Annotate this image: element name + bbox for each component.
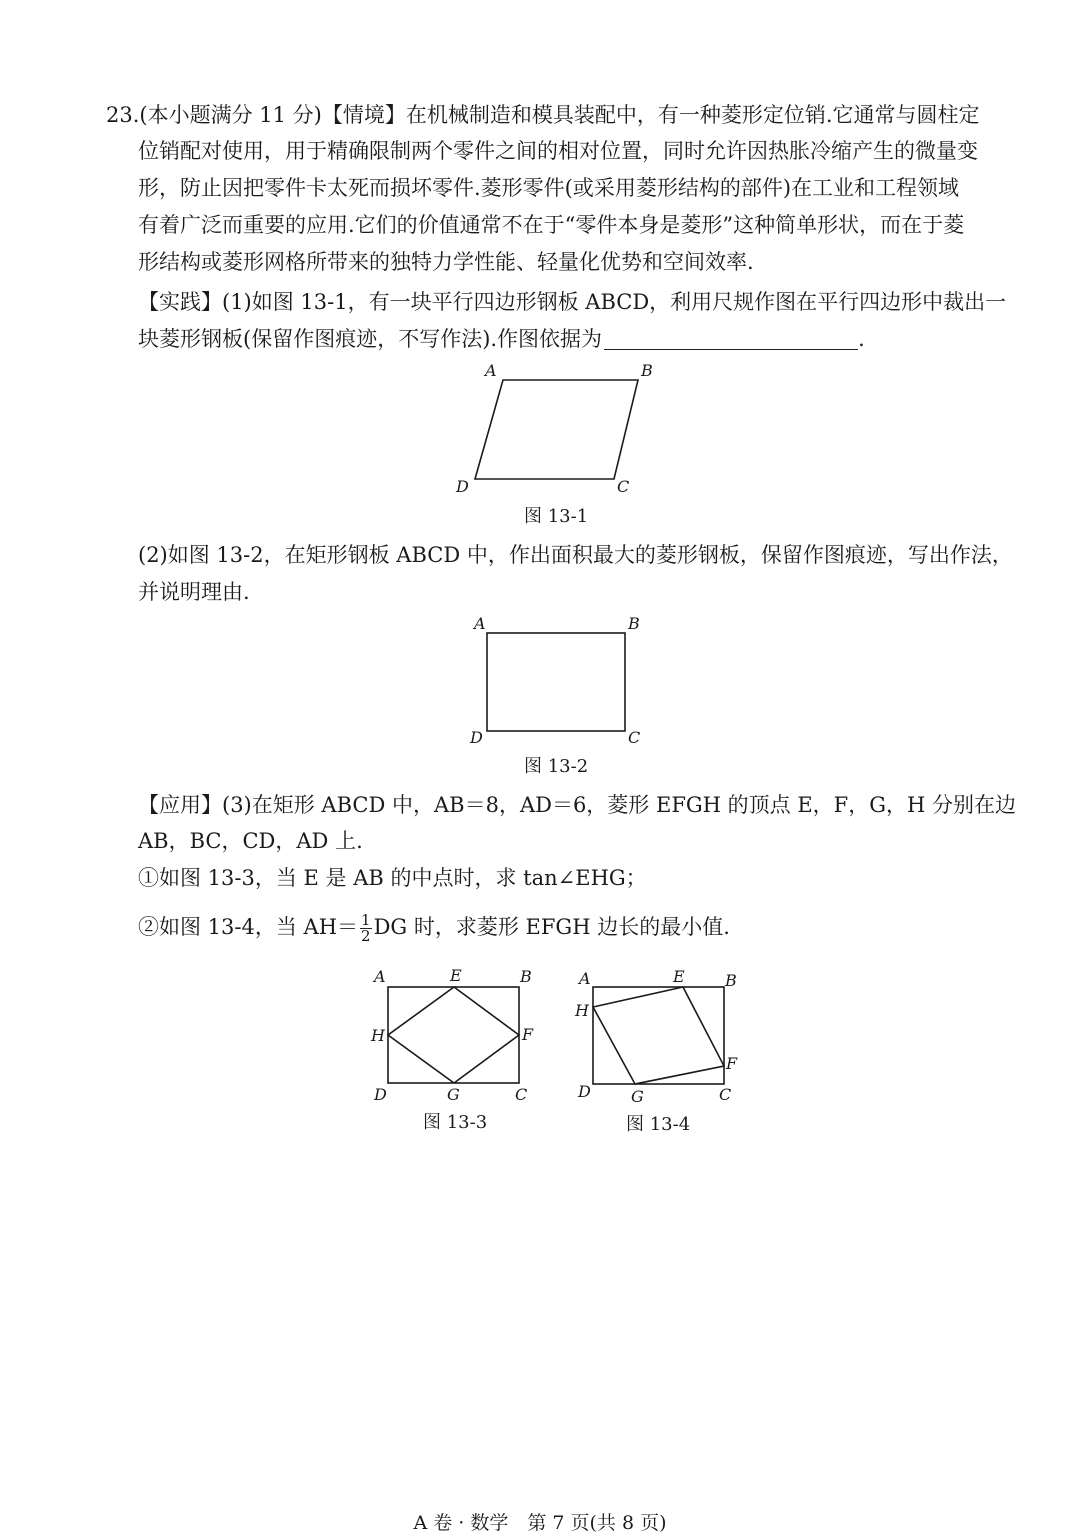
label-d: D — [578, 1082, 591, 1101]
label-c: C — [617, 477, 630, 496]
label-d: D — [374, 1085, 387, 1104]
rhombus-efgh — [388, 987, 519, 1083]
label-b: B — [628, 614, 640, 633]
label-b: B — [641, 361, 653, 380]
label-c: C — [628, 728, 641, 747]
application-line-1: 【应用】(3)在矩形 ABCD 中，AB＝8，AD＝6，菱形 EFGH 的顶点 E，F，G，H 分别在边 — [138, 793, 1016, 817]
fraction-numerator: 1 — [361, 911, 371, 929]
rectangle-abcd — [388, 987, 519, 1083]
label-c: C — [515, 1085, 528, 1104]
label-a: A — [485, 361, 497, 380]
label-b: B — [520, 967, 532, 986]
label-e: E — [450, 966, 462, 985]
label-f: F — [726, 1054, 738, 1073]
caption-13-1: 图 13-1 — [524, 506, 589, 527]
practice-2-line-1: (2)如图 13-2，在矩形钢板 ABCD 中，作出面积最大的菱形钢板，保留作图痕迹，写出作法， — [138, 543, 1013, 567]
practice-1-text: 块菱形钢板(保留作图痕迹，不写作法).作图依据为 — [138, 327, 603, 351]
label-h: H — [371, 1026, 385, 1045]
fraction-one-half — [360, 913, 372, 944]
label-e: E — [673, 967, 685, 986]
caption-13-3: 图 13-3 — [423, 1112, 488, 1133]
caption-13-4: 图 13-4 — [626, 1114, 691, 1135]
caption-13-2: 图 13-2 — [524, 756, 589, 777]
label-d: D — [470, 728, 483, 747]
practice-1-end: . — [858, 327, 865, 351]
figure-13-4 — [568, 962, 748, 1107]
figure-13-1 — [445, 358, 665, 498]
label-d: D — [456, 477, 469, 496]
answer-blank — [604, 327, 858, 350]
sub-2-text-b: DG 时，求菱形 EFGH 边长的最小值. — [373, 915, 730, 939]
label-f: F — [522, 1025, 534, 1044]
label-g: G — [447, 1085, 460, 1104]
problem-intro-line-5: 形结构或菱形网格所带来的独特力学性能、轻量化优势和空间效率. — [138, 250, 754, 274]
rectangle-abcd — [487, 633, 625, 731]
page-footer: A 卷 · 数学 第 7 页(共 8 页) — [413, 1512, 667, 1534]
figure-13-2 — [460, 612, 650, 752]
practice-2-line-2: 并说明理由. — [138, 580, 250, 604]
problem-intro-line-3: 形，防止因把零件卡太死而损坏零件.菱形零件(或采用菱形结构的部件)在工业和工程领域 — [138, 176, 960, 200]
parallelogram-abcd — [475, 380, 638, 479]
label-b: B — [725, 971, 737, 990]
label-a: A — [579, 969, 591, 988]
fraction-denominator: 2 — [361, 927, 371, 945]
label-a: A — [474, 614, 486, 633]
application-sub-2 — [138, 912, 730, 944]
sub-2-text-a: ②如图 13-4，当 AH＝ — [138, 915, 359, 939]
figure-13-3 — [365, 962, 545, 1107]
application-line-2: AB，BC，CD，AD 上. — [138, 829, 363, 853]
label-a: A — [374, 967, 386, 986]
application-sub-1: ①如图 13-3，当 E 是 AB 的中点时，求 tan∠EHG； — [138, 866, 647, 890]
rhombus-efgh — [593, 987, 724, 1084]
problem-intro-line-4: 有着广泛而重要的应用.它们的价值通常不在于“零件本身是菱形”这种简单形状，而在于菱 — [138, 213, 965, 237]
problem-intro-line-2: 位销配对使用，用于精确限制两个零件之间的相对位置，同时允许因热胀冷缩产生的微量变 — [138, 139, 978, 163]
practice-1-line-1: 【实践】(1)如图 13-1，有一块平行四边形钢板 ABCD，利用尺规作图在平行四边形中裁出一 — [138, 290, 1007, 314]
practice-1-line-2 — [138, 324, 865, 354]
problem-intro-line-1: 23.(本小题满分 11 分)【情境】在机械制造和模具装配中，有一种菱形定位销.它通常与圆柱定 — [106, 103, 980, 127]
label-c: C — [719, 1085, 732, 1104]
label-g: G — [631, 1087, 644, 1106]
label-h: H — [575, 1001, 589, 1020]
